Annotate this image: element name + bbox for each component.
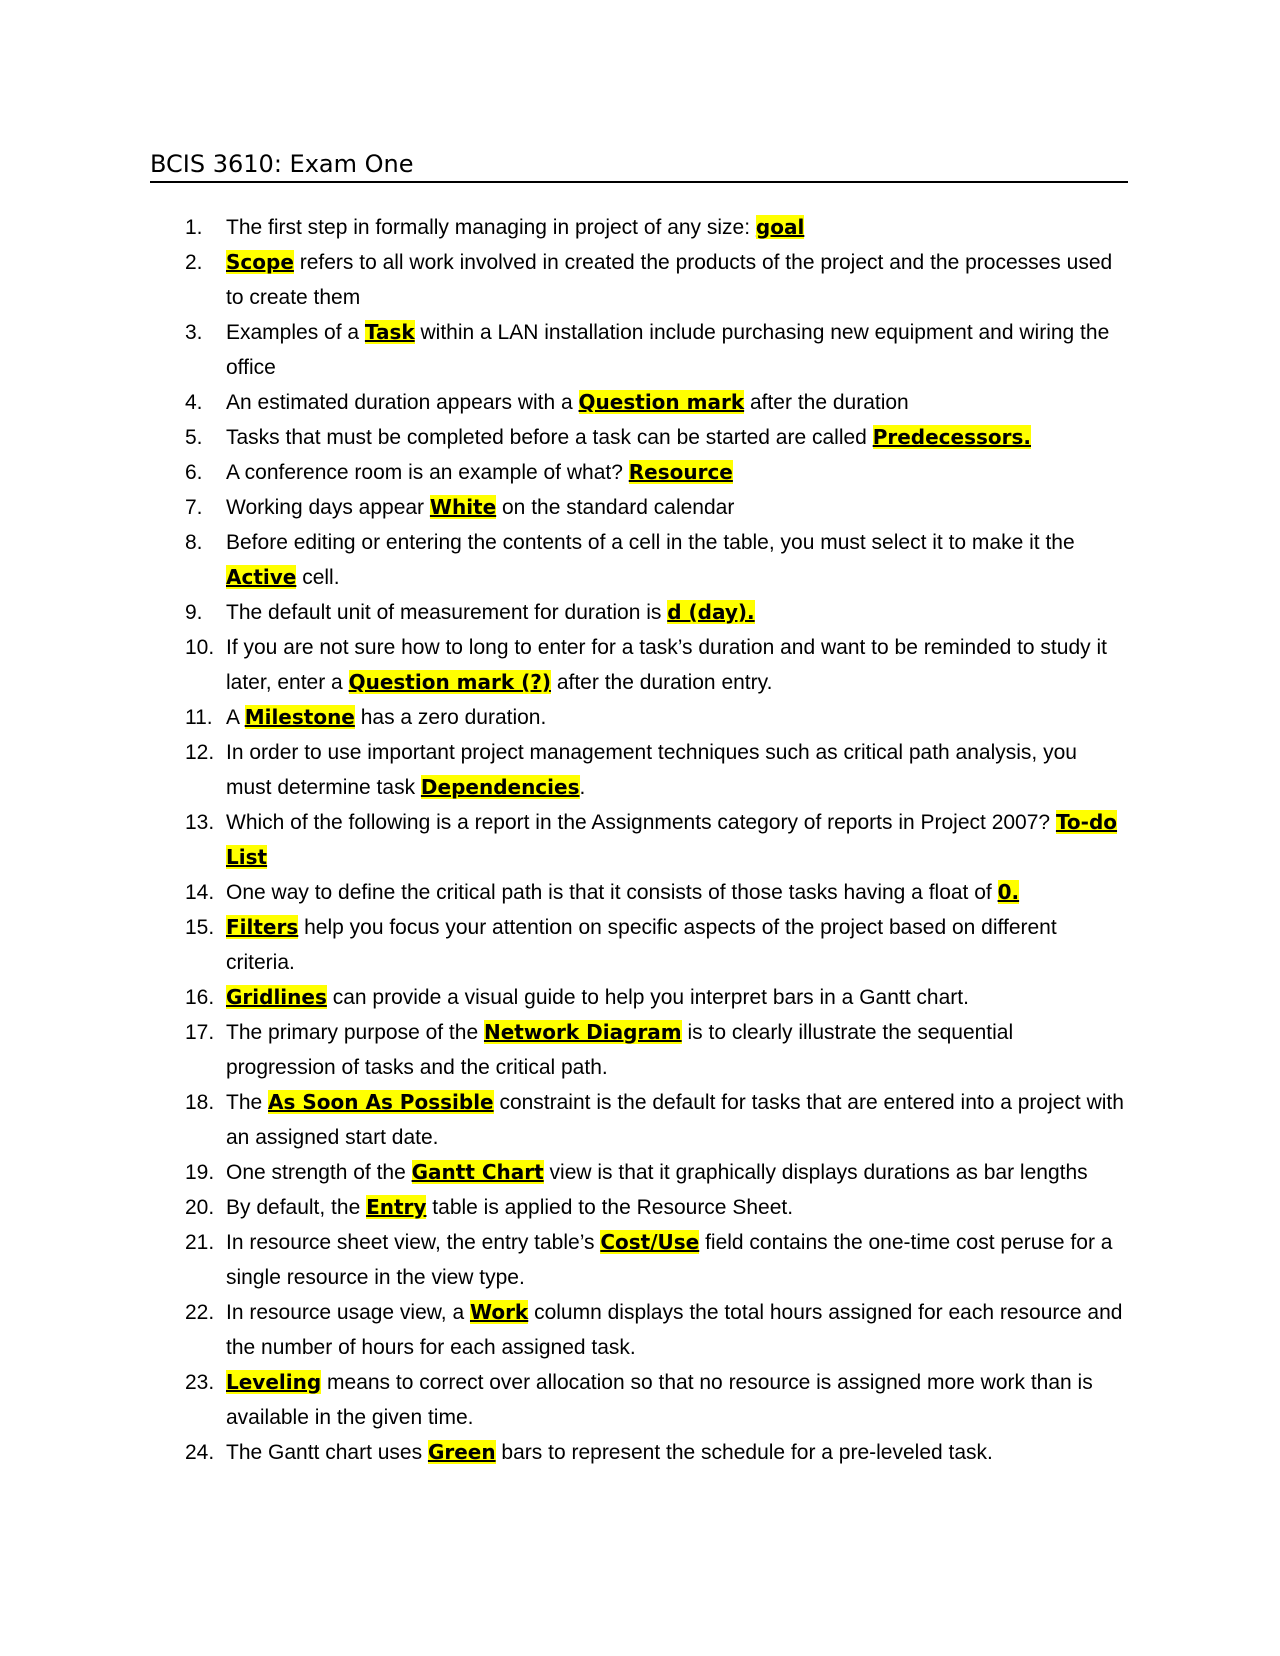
- highlighted-answer: Active: [226, 565, 297, 589]
- question-number: 23.: [185, 1371, 215, 1394]
- question-number: 10.: [185, 636, 215, 659]
- question-item: [185, 1225, 1125, 1295]
- question-text-after: view is that it graphically displays durations as bar lengths: [543, 1161, 1088, 1184]
- question-number: 12.: [185, 741, 215, 764]
- highlighted-answer: Gridlines: [226, 985, 327, 1009]
- question-item: [185, 980, 1125, 1015]
- question-number: 14.: [185, 881, 215, 904]
- question-number: 19.: [185, 1161, 215, 1184]
- question-text-before: In order to use important project management techniques such as critical path analysis, you must determine task: [226, 741, 1077, 799]
- question-number: 17.: [185, 1021, 215, 1044]
- question-number: 8.: [185, 531, 203, 554]
- highlighted-answer: d (day).: [667, 600, 755, 624]
- question-text-before: Working days appear: [226, 496, 430, 519]
- page-title: BCIS 3610: Exam One: [150, 150, 414, 178]
- question-item: [185, 630, 1125, 700]
- question-number: 21.: [185, 1231, 215, 1254]
- question-item: [185, 490, 1125, 525]
- question-item: [185, 525, 1125, 595]
- question-text-before: One way to define the critical path is that it consists of those tasks having a float of: [226, 881, 998, 904]
- highlighted-answer: To-do List: [226, 810, 1118, 869]
- question-text-before: Tasks that must be completed before a task can be started are called: [226, 426, 873, 449]
- question-number: 13.: [185, 811, 215, 834]
- question-text-before: One strength of the: [226, 1161, 412, 1184]
- question-item: [185, 1155, 1125, 1190]
- question-text-after: can provide a visual guide to help you interpret bars in a Gantt chart.: [326, 986, 969, 1009]
- question-text-before: A: [226, 706, 245, 729]
- question-number: 5.: [185, 426, 203, 449]
- question-item: [185, 595, 1125, 630]
- question-number: 9.: [185, 601, 203, 624]
- question-text-before: The default unit of measurement for duration is: [226, 601, 668, 624]
- question-item: [185, 1365, 1125, 1435]
- question-text-after: column displays the total hours assigned for each resource and the number of hours for each assigned task.: [226, 1301, 1123, 1359]
- question-list: [185, 210, 1125, 1470]
- highlighted-answer: Cost/Use: [600, 1230, 700, 1254]
- question-text-before: In resource sheet view, the entry table’s: [226, 1231, 601, 1254]
- question-text-after: after the duration entry.: [551, 671, 773, 694]
- question-number: 3.: [185, 321, 203, 344]
- question-item: [185, 735, 1125, 805]
- question-item: [185, 1435, 1125, 1470]
- question-text-after: help you focus your attention on specific aspects of the project based on different criteria.: [226, 916, 1057, 974]
- question-text-before: Which of the following is a report in the Assignments category of reports in Project 2007?: [226, 811, 1056, 834]
- question-number: 20.: [185, 1196, 215, 1219]
- question-item: [185, 210, 1125, 245]
- question-text-after: within a LAN installation include purchasing new equipment and wiring the office: [226, 321, 1110, 379]
- question-text-after: is to clearly illustrate the sequential progression of tasks and the critical path.: [226, 1021, 1014, 1079]
- highlighted-answer: Predecessors.: [872, 425, 1031, 449]
- question-text-before: The Gantt chart uses: [226, 1441, 428, 1464]
- question-text-after: has a zero duration.: [354, 706, 547, 729]
- question-item: [185, 245, 1125, 315]
- title-underline-rule: [150, 181, 1128, 183]
- highlighted-answer: Gantt Chart: [411, 1160, 544, 1184]
- question-text-after: cell.: [296, 566, 340, 589]
- question-number: 18.: [185, 1091, 215, 1114]
- highlighted-answer: Leveling: [226, 1370, 322, 1394]
- question-text-after: bars to represent the schedule for a pre-leveled task.: [495, 1441, 993, 1464]
- question-text-before: The primary purpose of the: [226, 1021, 484, 1044]
- question-text-after: field contains the one-time cost peruse for a single resource in the view type.: [226, 1231, 1113, 1289]
- highlighted-answer: Scope: [226, 250, 294, 274]
- question-text-before: The: [226, 1091, 269, 1114]
- highlighted-answer: As Soon As Possible: [268, 1090, 494, 1114]
- question-text-before: An estimated duration appears with a: [226, 391, 579, 414]
- question-text-after: constraint is the default for tasks that are entered into a project with an assigned start date.: [226, 1091, 1124, 1149]
- question-item: [185, 1015, 1125, 1085]
- question-number: 24.: [185, 1441, 215, 1464]
- question-item: [185, 700, 1125, 735]
- question-text-before: In resource usage view, a: [226, 1301, 470, 1324]
- question-item: [185, 805, 1125, 875]
- question-text-before: Before editing or entering the contents of a cell in the table, you must select it to make it the: [226, 531, 1075, 554]
- highlighted-answer: Milestone: [244, 705, 355, 729]
- highlighted-answer: Dependencies: [420, 775, 580, 799]
- question-text-after: on the standard calendar: [496, 496, 735, 519]
- question-number: 2.: [185, 251, 203, 274]
- question-item: [185, 875, 1125, 910]
- question-item: [185, 455, 1125, 490]
- question-text-after: .: [579, 776, 586, 799]
- question-item: [185, 910, 1125, 980]
- highlighted-answer: Question mark: [578, 390, 745, 414]
- question-number: 11.: [185, 706, 213, 729]
- highlighted-answer: Resource: [628, 460, 733, 484]
- highlighted-answer: goal: [755, 215, 805, 239]
- question-item: [185, 1190, 1125, 1225]
- question-number: 4.: [185, 391, 203, 414]
- question-item: [185, 1085, 1125, 1155]
- highlighted-answer: Network Diagram: [483, 1020, 682, 1044]
- highlighted-answer: Question mark (?): [348, 670, 551, 694]
- question-item: [185, 315, 1125, 385]
- highlighted-answer: 0.: [997, 880, 1020, 904]
- question-number: 6.: [185, 461, 203, 484]
- question-item: [185, 420, 1125, 455]
- question-text-before: By default, the: [226, 1196, 367, 1219]
- question-item: [185, 385, 1125, 420]
- question-text-before: If you are not sure how to long to enter for a task’s duration and want to be reminded to study it later, enter a: [226, 636, 1107, 694]
- highlighted-answer: Green: [427, 1440, 496, 1464]
- highlighted-answer: Task: [364, 320, 415, 344]
- question-number: 7.: [185, 496, 203, 519]
- highlighted-answer: White: [429, 495, 497, 519]
- question-text-after: means to correct over allocation so that no resource is assigned more work than is available in the given time.: [226, 1371, 1093, 1429]
- question-text-before: Examples of a: [226, 321, 365, 344]
- question-text-after: after the duration: [744, 391, 909, 414]
- question-item: [185, 1295, 1125, 1365]
- question-text-after: table is applied to the Resource Sheet.: [426, 1196, 794, 1219]
- question-text-before: The first step in formally managing in project of any size:: [226, 216, 756, 239]
- highlighted-answer: Work: [469, 1300, 529, 1324]
- highlighted-answer: Entry: [366, 1195, 427, 1219]
- highlighted-answer: Filters: [226, 915, 299, 939]
- question-text-before: A conference room is an example of what?: [226, 461, 629, 484]
- question-number: 15.: [185, 916, 215, 939]
- question-number: 22.: [185, 1301, 215, 1324]
- question-text-after: refers to all work involved in created the products of the project and the processes used to create them: [226, 251, 1113, 309]
- question-number: 1.: [185, 216, 203, 239]
- question-number: 16.: [185, 986, 215, 1009]
